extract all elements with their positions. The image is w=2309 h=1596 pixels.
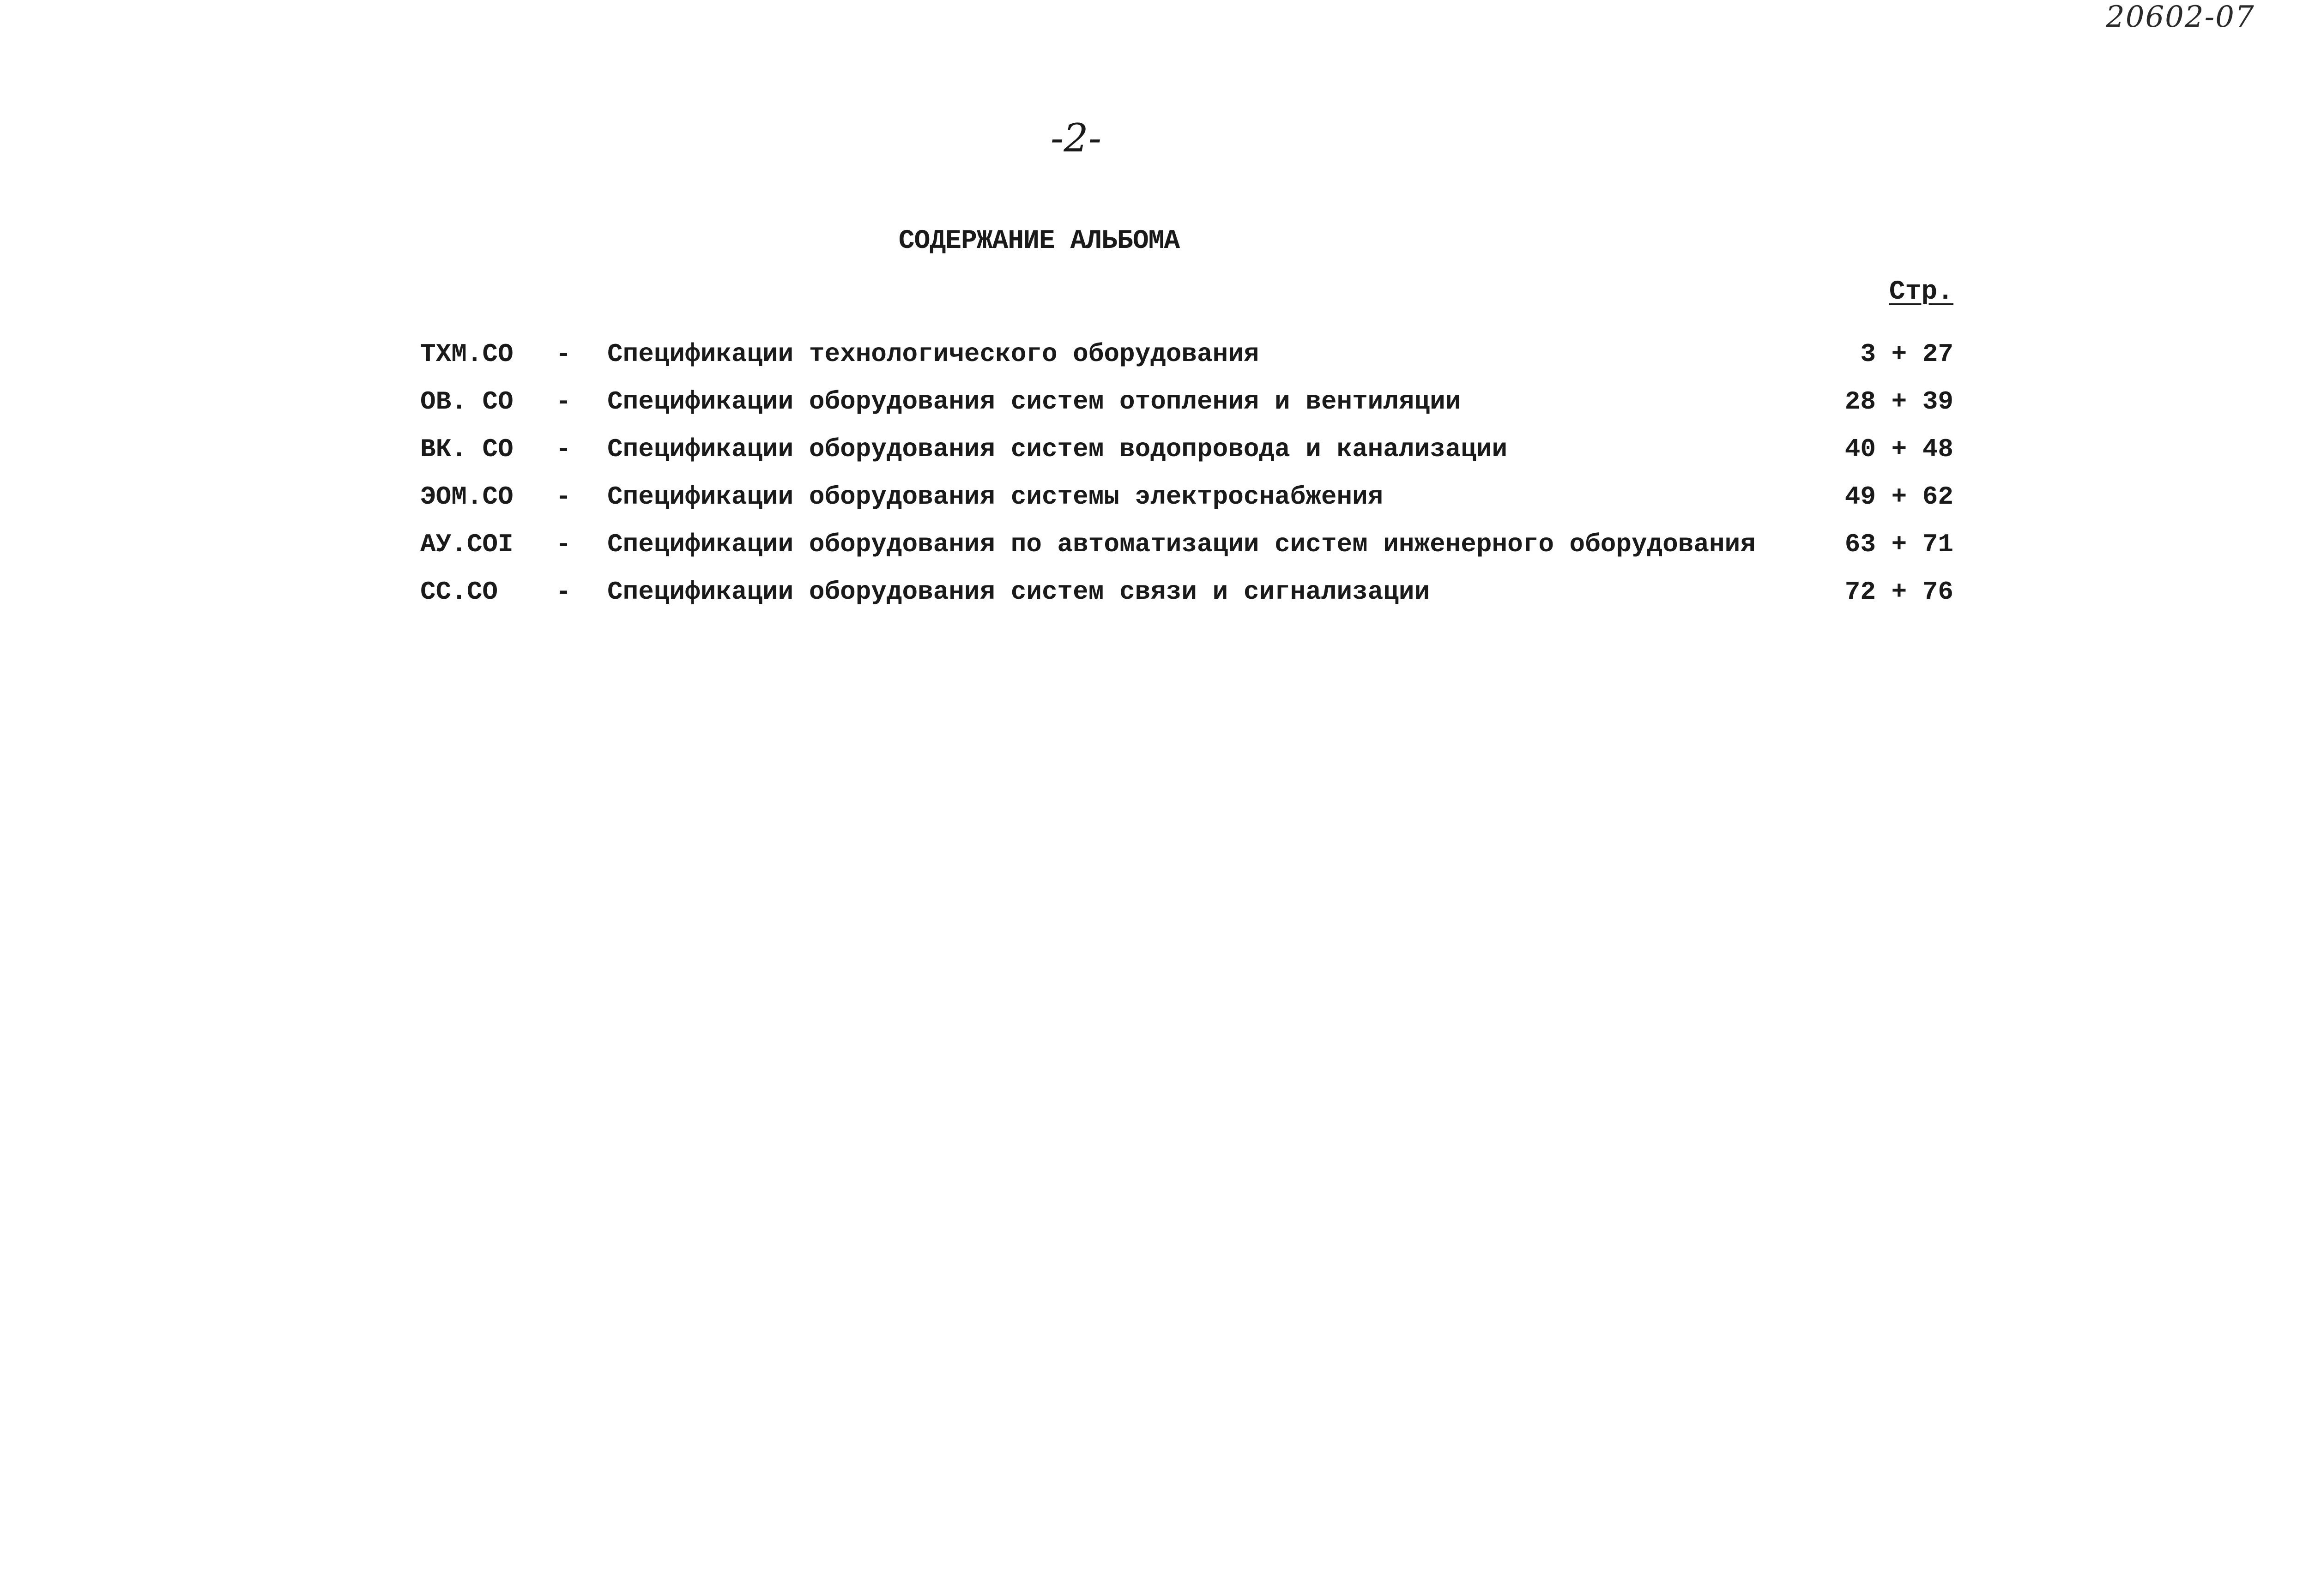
toc-row-code: АУ.СОI (420, 530, 514, 559)
toc-row (420, 473, 1953, 521)
toc-row-pages: 3 + 27 (1860, 339, 1953, 369)
toc-row-description: Спецификации технологического оборудования (607, 339, 1259, 369)
table-of-contents (420, 331, 1953, 616)
page-number: -2- (1050, 115, 1102, 161)
toc-row-description: Спецификации оборудования систем отопления и вентиляции (607, 387, 1461, 416)
toc-row-code: ТХМ.СО (420, 339, 514, 369)
toc-row-dash: - (556, 482, 571, 512)
toc-row-pages: 40 + 48 (1844, 434, 1953, 464)
toc-row (420, 331, 1953, 378)
toc-row-description: Спецификации оборудования систем водопровода и канализации (607, 434, 1508, 464)
toc-row-dash: - (556, 387, 571, 416)
toc-row-pages: 63 + 71 (1844, 530, 1953, 559)
toc-row-code: ОВ. СО (420, 387, 514, 416)
handwritten-document-number: 20602-07 (2106, 0, 2255, 34)
toc-row-code: СС.СО (420, 577, 498, 607)
toc-row-dash: - (556, 339, 571, 369)
document-title: СОДЕРЖАНИЕ АЛЬБОМА (898, 226, 1180, 256)
toc-row-dash: - (556, 530, 571, 559)
pages-column-header (1847, 277, 1953, 307)
toc-row-dash: - (556, 577, 571, 607)
toc-row-dash: - (556, 434, 571, 464)
toc-row-pages: 28 + 39 (1844, 387, 1953, 416)
toc-row-description: Спецификации оборудования систем связи и сигнализации (607, 577, 1430, 607)
toc-row-description: Спецификации оборудования системы электроснабжения (607, 482, 1384, 512)
toc-row-code: ВК. СО (420, 434, 514, 464)
toc-row (420, 568, 1953, 616)
toc-row (420, 378, 1953, 426)
toc-row-description: Спецификации оборудования по автоматизации систем инженерного оборудования (607, 530, 1756, 559)
toc-row-code: ЭОМ.СО (420, 482, 514, 512)
toc-row-pages: 49 + 62 (1844, 482, 1953, 512)
toc-row (420, 521, 1953, 568)
toc-row (420, 426, 1953, 473)
toc-row-pages: 72 + 76 (1844, 577, 1953, 607)
pages-column-header-label: Стр. (1889, 277, 1953, 307)
